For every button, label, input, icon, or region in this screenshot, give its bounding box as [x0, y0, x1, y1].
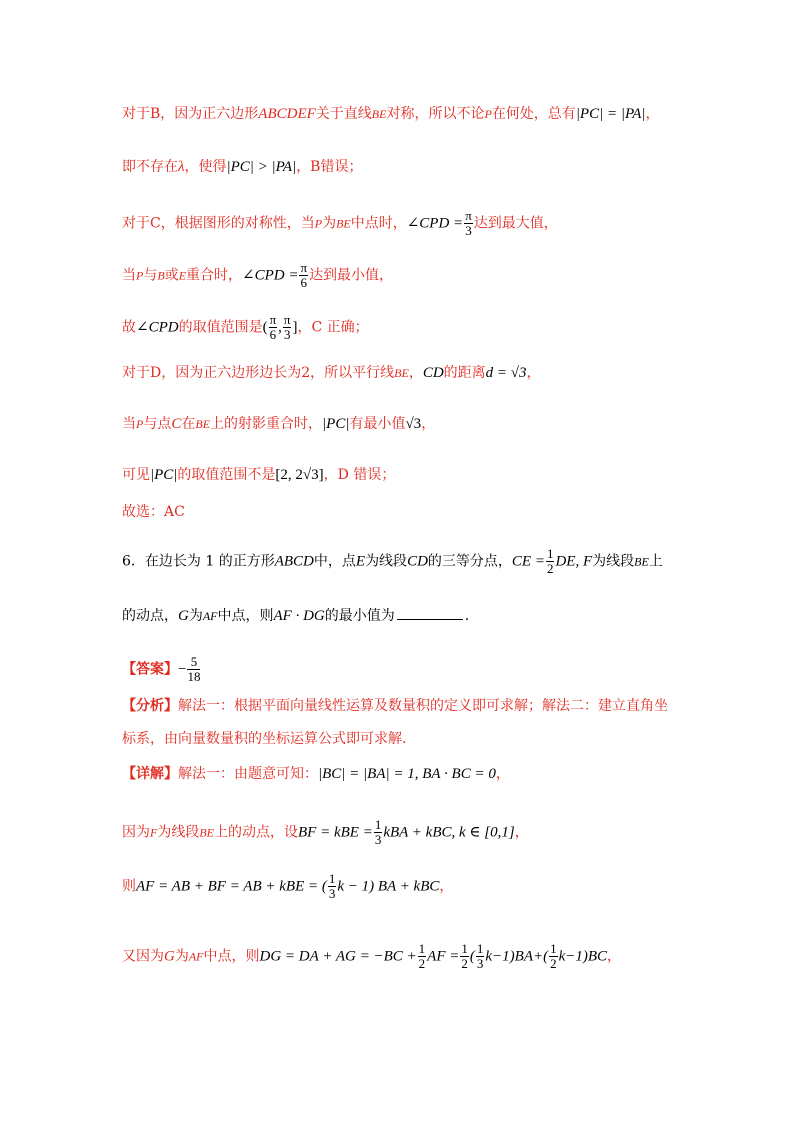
line-option-b-2: 即不存在λ，使得|PC| > |PA|，B错误； — [122, 159, 363, 175]
detail-line-1: 【详解】解法一：由题意可知：|BC| = |BA| = 1, BA · BC = 0， — [122, 766, 510, 782]
text-segment: 对于B，因为正六边形 — [122, 106, 259, 122]
line-option-c-1: 对于C，根据图形的对称性，当P为BE中点时，∠CPD = $\frac{\pi}{3}$ 达到最大值， — [122, 208, 558, 238]
line-option-d-2: 当P与点C在BE上的射影重合时，|PC|有最小值√3， — [122, 416, 436, 432]
line-option-c-2: 当P与B或E重合时，∠CPD = $\frac{\pi}{6}$ 达到最小值， — [122, 260, 394, 290]
question-6-line-1: 6．在边长为 1 的正方形ABCD中，点E为线段CD的三等分点，CE = $\frac{1}{2}$ DE, F为线段BE上 — [122, 546, 663, 576]
line-option-b-1: 对于B，因为正六边形ABCDEF关于直线BE对称，所以不论P在何处，总有|PC| = |PA|， — [122, 106, 660, 122]
analysis-line-2: 标系，由向量数量积的坐标运算公式即可求解. — [122, 731, 407, 747]
answer-line: 【答案】− $\frac{5}{18}$ — [122, 654, 201, 684]
detail-line-4: 又因为G为AF中点，则DG = DA + AG = −BC + $\frac{1}{2}$ AF = $\frac{1}{2}$ ( $\frac{1}{3}$ k−1)BA+( $\frac{1}{2}$ k−1)BC， — [122, 941, 622, 971]
line-option-d-3: 可见|PC|的取值范围不是[2, 2√3]，D 错误； — [122, 467, 396, 483]
line-option-c-3: 故∠CPD的取值范围是( $\frac{\pi}{6}$ , $\frac{\pi}{3}$ ]，C 正确； — [122, 312, 369, 342]
line-conclusion: 故选：AC — [122, 504, 185, 520]
detail-line-2: 因为F为线段BE上的动点，设BF = kBE = $\frac{1}{3}$ kBA + kBC, k ∈ [0,1]， — [122, 817, 529, 847]
answer-blank — [397, 605, 463, 620]
question-6-line-2: 的动点，G为AF中点，则AF · DG的最小值为 . — [122, 605, 702, 626]
analysis-line-1: 【分析】解法一：根据平面向量线性运算及数量积的定义即可求解；解法二：建立直角坐 — [122, 698, 668, 714]
line-option-d-1: 对于D，因为正六边形边长为2，所以平行线BE，CD的距离d = √3， — [122, 365, 541, 381]
detail-line-3: 则AF = AB + BF = AB + kBE = ( $\frac{1}{3}$ k − 1) BA + kBC， — [122, 871, 454, 901]
